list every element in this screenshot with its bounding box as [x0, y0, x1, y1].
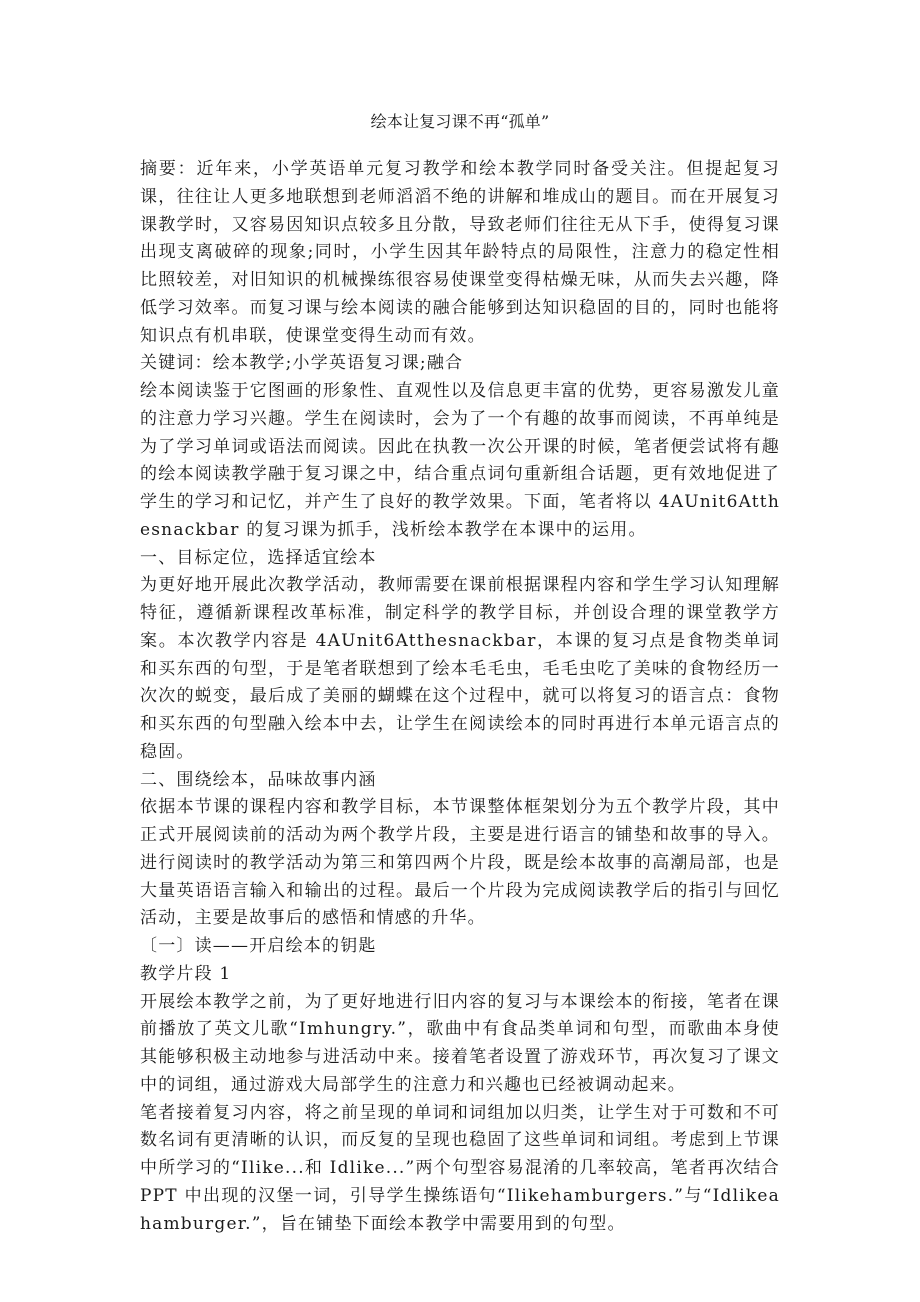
document-title: 绘本让复习课不再“孤单” — [370, 112, 550, 131]
section-heading-1: 一、目标定位，选择适宜绘本 — [140, 547, 377, 568]
section-1-paragraph: 为更好地开展此次教学活动，教师需要在课前根据课程内容和学生学习认知理解特征，遵循新课程改革标准，制定科学的教学目标，并创设合理的课堂教学方案。本次教学内容是 4AUnit6Atthesnackbar，本课的复习点是食物类单词和买东西的句型，于是笔者联想到了绘本毛毛虫，毛毛虫吃了美味的食物经历一次次的蜕变，最后成了美丽的蝴蝶在这个过程中，就可以将复习的语言点：食物和买东西的句型融入绘本中去，让学生在阅读绘本的同时再进行本单元语言点的稳固。 — [140, 575, 780, 762]
section-heading-2: 二、围绕绘本，品味故事内涵 — [140, 769, 377, 790]
section-2-paragraph: 依据本节课的课程内容和教学目标，本节课整体框架划分为五个教学片段，其中正式开展阅读前的活动为两个教学片段，主要是进行语言的铺垫和故事的导入。进行阅读时的教学活动为第三和第四两个片段，既是绘本故事的高潮局部，也是大量英语语言输入和输出的过程。最后一个片段为完成阅读教学后的指引与回忆活动，主要是故事后的感悟和情感的升华。 — [140, 797, 780, 929]
document-page — [140, 112, 780, 1238]
subsection-heading-1: 〔一〕读——开启绘本的钥匙 — [140, 936, 377, 956]
keywords-line: 关键词：绘本教学;小学英语复习课;融合 — [140, 353, 464, 374]
intro-paragraph: 绘本阅读鉴于它图画的形象性、直观性以及信息更丰富的优势，更容易激发儿童的注意力学习兴趣。学生在阅读时，会为了一个有趣的故事而阅读，不再单纯是为了学习单词或语法而阅读。因此在执教一次公开课的时候，笔者便尝试将有趣的绘本阅读教学融于复习课之中，结合重点词句重新组合话题，更有效地促进了学生的学习和记忆，并产生了良好的教学效果。下面，笔者将以 4AUnit6Atthesnackbar 的复习课为抓手，浅析绘本教学在本课中的运用。 — [140, 381, 780, 540]
segment-1-paragraph-2: 笔者接着复习内容，将之前呈现的单词和词组加以归类，让学生对于可数和不可数名词有更清晰的认识，而反复的呈现也稳固了这些单词和词组。考虑到上节课中所学习的“Ilike...和 Idlike...”两个句型容易混淆的几率较高，笔者再次结合 PPT 中出现的汉堡一词，引导学生操练语句“Ilikehamburgers.”与“Idlikeahamburger.”，旨在铺垫下面绘本教学中需要用到的句型。 — [140, 1102, 780, 1234]
segment-1-paragraph-1: 开展绘本教学之前，为了更好地进行旧内容的复习与本课绘本的衔接，笔者在课前播放了英文儿歌“Imhungry.”，歌曲中有食品类单词和句型，而歌曲本身使其能够积极主动地参与进活动中来。接着笔者设置了游戏环节，再次复习了课文中的词组，通过游戏大局部学生的注意力和兴趣也已经被调动起来。 — [140, 991, 780, 1095]
teaching-segment-heading-1: 教学片段 1 — [140, 963, 232, 984]
abstract-paragraph: 摘要：近年来，小学英语单元复习教学和绘本教学同时备受关注。但提起复习课，往往让人更多地联想到老师滔滔不绝的讲解和堆成山的题目。而在开展复习课教学时，又容易因知识点较多且分散，导致老师们往往无从下手，使得复习课出现支离破碎的现象;同时，小学生因其年龄特点的局限性，注意力的稳定性相比照较差，对旧知识的机械操练很容易使课堂变得枯燥无味，从而失去兴趣，降低学习效率。而复习课与绘本阅读的融合能够到达知识稳固的目的，同时也能将知识点有机串联，使课堂变得生动而有效。 — [140, 159, 780, 346]
